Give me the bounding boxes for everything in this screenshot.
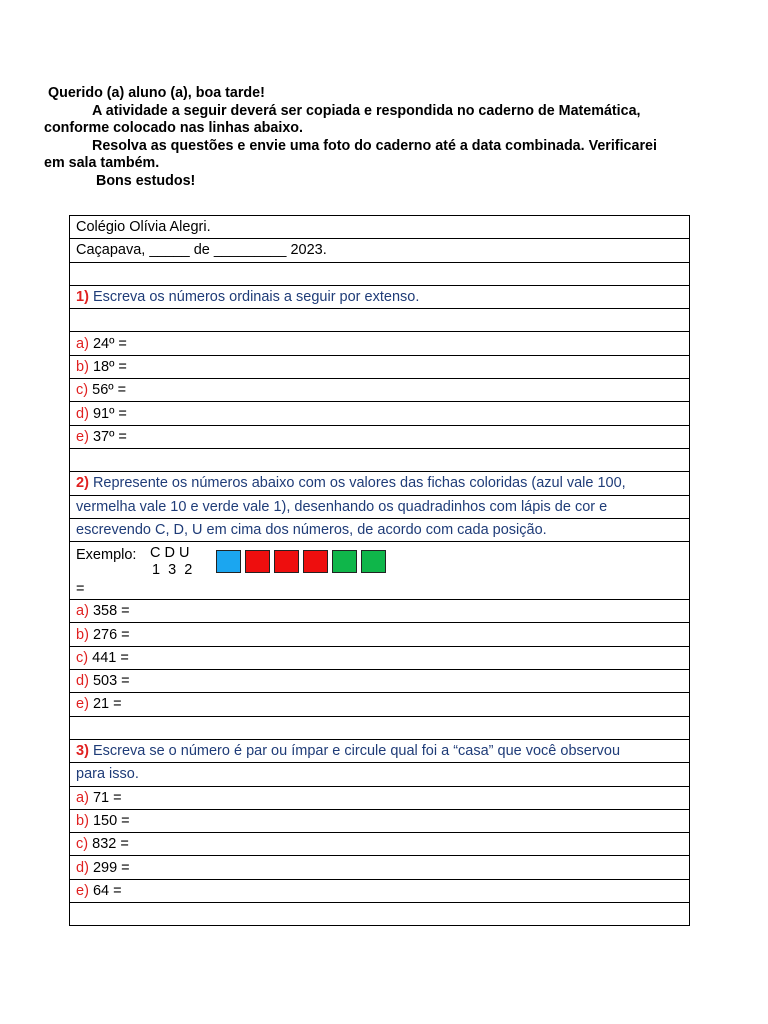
- school-row: [70, 216, 690, 239]
- q3-text-row: [70, 763, 690, 786]
- q3-item-letter: c): [76, 836, 89, 853]
- q3-text-line1: Escreva se o número é par ou ímpar e circule qual foi a “casa” que você observou: [92, 743, 621, 760]
- q2-item-letter: b): [76, 626, 89, 643]
- chip-red-10: [274, 550, 299, 573]
- q3-item-row: [70, 856, 690, 879]
- chip-blue-100: [216, 550, 241, 573]
- q1-item-row: [70, 425, 690, 448]
- intro-instruction-1: A atividade a seguir deverá ser copiada e respondida no caderno de Matemática,: [92, 102, 641, 119]
- q2-text-line1: Represente os números abaixo com os valores das fichas coloridas (azul vale 100,: [92, 475, 626, 492]
- chip-green-1: [332, 550, 357, 573]
- q2-text-row: [70, 495, 690, 518]
- q2-item-value: 21 =: [92, 696, 122, 713]
- example-block: [76, 543, 689, 599]
- q1-item-letter: a): [76, 335, 89, 352]
- blank-row: [70, 903, 690, 926]
- q1-item-value: 56º =: [92, 382, 127, 399]
- q3-item-letter: d): [76, 859, 89, 876]
- q3-item-value: 832 =: [92, 836, 129, 853]
- q1-item-value: 91º =: [92, 405, 127, 422]
- q2-item-row: [70, 623, 690, 646]
- example-equals: =: [76, 581, 85, 598]
- q3-item-row: [70, 786, 690, 809]
- intro-instruction-1-cont: conforme colocado nas linhas abaixo.: [44, 120, 303, 136]
- q1-text: Escreva os números ordinais a seguir por extenso.: [92, 289, 420, 306]
- blank-row: [70, 309, 690, 332]
- q3-item-letter: b): [76, 812, 89, 829]
- q2-item-row: [70, 670, 690, 693]
- q2-item-letter: d): [76, 673, 89, 690]
- q3-number: 3): [76, 743, 89, 760]
- blank-row: [70, 448, 690, 471]
- q3-item-letter: e): [76, 882, 89, 899]
- example-chips: [216, 550, 386, 573]
- chip-red-10: [303, 550, 328, 573]
- q1-item-row: [70, 355, 690, 378]
- q3-text-line2: para isso.: [70, 763, 690, 786]
- q1-item-letter: e): [76, 428, 89, 445]
- q2-text-row: [70, 518, 690, 541]
- q2-item-row: [70, 693, 690, 716]
- worksheet-table: [69, 215, 690, 926]
- intro-farewell: Bons estudos!: [96, 172, 196, 189]
- q3-item-row: [70, 809, 690, 832]
- intro-instruction-2: Resolva as questões e envie uma foto do caderno até a data combinada. Verificarei: [92, 137, 657, 154]
- q3-item-value: 71 =: [92, 789, 122, 806]
- q2-item-value: 441 =: [92, 649, 129, 666]
- q1-item-letter: b): [76, 358, 89, 375]
- q2-item-row: [70, 600, 690, 623]
- q1-header-row: [70, 285, 690, 308]
- date-line: Caçapava, _____ de _________ 2023.: [70, 239, 690, 262]
- intro-message: [44, 85, 724, 190]
- example-digits: 1 3 2: [152, 562, 193, 579]
- q3-header-row: [70, 739, 690, 762]
- q3-item-letter: a): [76, 789, 89, 806]
- example-place-values: [150, 545, 192, 579]
- q3-item-value: 299 =: [92, 859, 130, 876]
- q2-header-row: [70, 472, 690, 495]
- q1-item-value: 18º =: [92, 358, 127, 375]
- intro-instruction-2-cont: em sala também.: [44, 155, 160, 171]
- q2-text-line3: escrevendo C, D, U em cima dos números, de acordo com cada posição.: [70, 518, 690, 541]
- q3-item-row: [70, 833, 690, 856]
- q2-item-letter: e): [76, 696, 89, 713]
- example-label: Exemplo:: [76, 547, 137, 564]
- q2-item-letter: c): [76, 649, 89, 666]
- q1-item-letter: c): [76, 382, 89, 399]
- q2-item-letter: a): [76, 603, 89, 620]
- q1-number: 1): [76, 289, 89, 306]
- intro-greeting: Querido (a) aluno (a), boa tarde!: [48, 85, 265, 101]
- q2-item-value: 503 =: [92, 673, 130, 690]
- example-cdu-letters: C D U: [150, 545, 190, 562]
- school-name: Colégio Olívia Alegri.: [70, 216, 690, 239]
- q1-item-value: 37º =: [92, 428, 127, 445]
- q3-item-value: 150 =: [92, 812, 130, 829]
- q2-item-value: 358 =: [92, 603, 130, 620]
- date-row: [70, 239, 690, 262]
- q2-number: 2): [76, 475, 89, 492]
- chip-green-1: [361, 550, 386, 573]
- q3-item-value: 64 =: [92, 882, 122, 899]
- q2-item-value: 276 =: [92, 626, 130, 643]
- q1-item-letter: d): [76, 405, 89, 422]
- q3-item-row: [70, 879, 690, 902]
- q1-item-value: 24º =: [92, 335, 127, 352]
- blank-row: [70, 262, 690, 285]
- blank-row: [70, 716, 690, 739]
- q1-item-row: [70, 332, 690, 355]
- q1-item-row: [70, 402, 690, 425]
- q2-item-row: [70, 646, 690, 669]
- q2-text-line2: vermelha vale 10 e verde vale 1), desenhando os quadradinhos com lápis de cor e: [70, 495, 690, 518]
- q2-example-row: [70, 542, 690, 600]
- q1-item-row: [70, 379, 690, 402]
- chip-red-10: [245, 550, 270, 573]
